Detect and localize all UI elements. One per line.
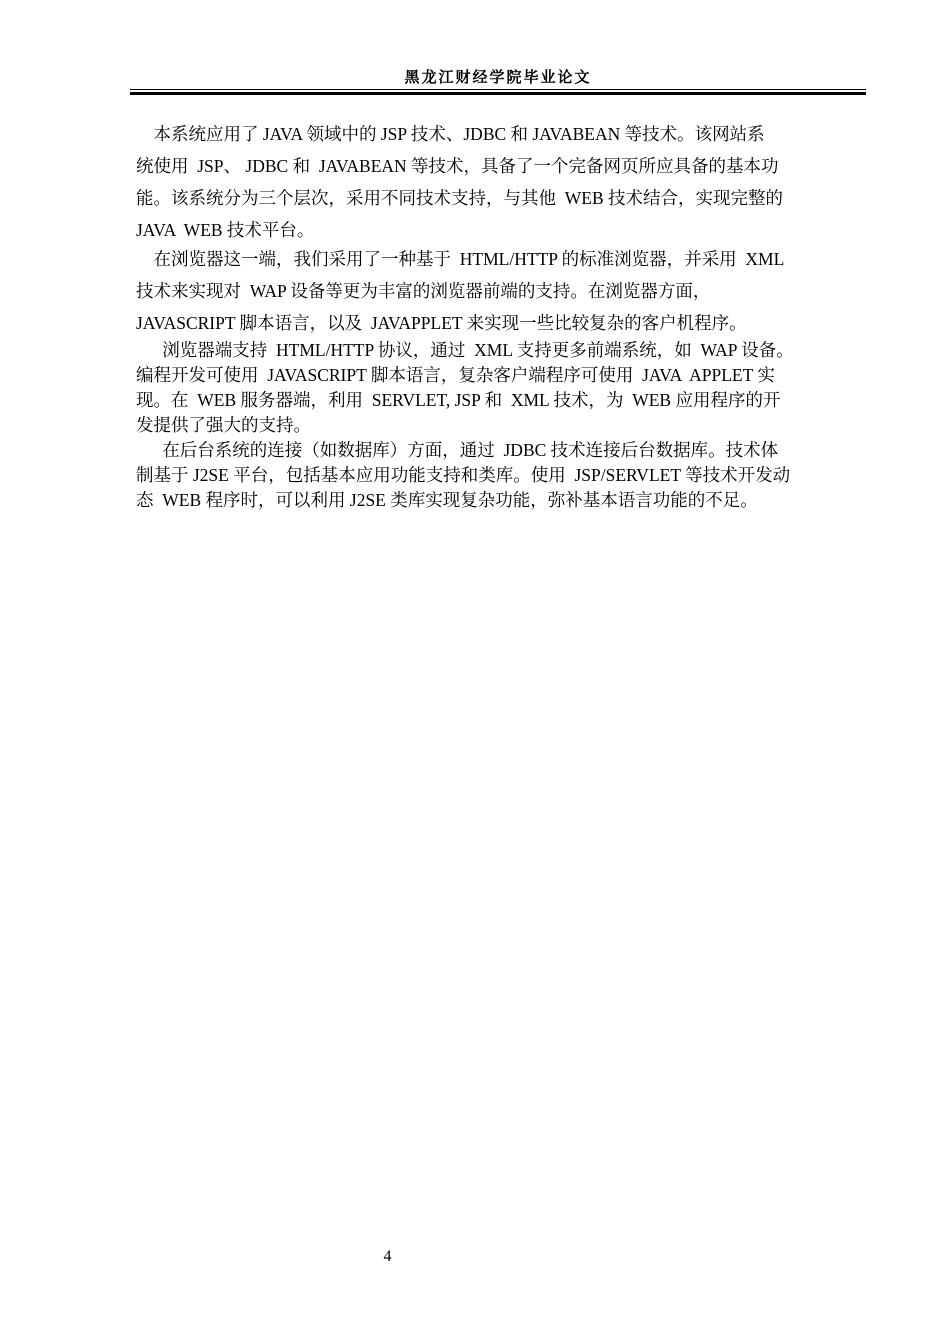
paragraph-1 xyxy=(136,118,876,246)
header-rule-thin xyxy=(130,89,866,90)
paragraph-line: 发提供了强大的支持。 xyxy=(136,415,311,435)
paragraph-line: 能。该系统分为三个层次，采用不同技术支持，与其他 WEB 技术结合，实现完整的 xyxy=(136,188,784,208)
paragraph-line: 技术来实现对 WAP 设备等更为丰富的浏览器前端的支持。在浏览器方面， xyxy=(136,281,711,301)
paragraph-4 xyxy=(136,438,876,513)
paragraph-line: 统使用 JSP、 JDBC 和 JAVABEAN 等技术，具备了一个完备网页所应具备的基本功 xyxy=(136,156,779,176)
paragraph-line: 本系统应用了 JAVA 领域中的 JSP 技术、JDBC 和 JAVABEAN 等技术。该网站系 xyxy=(136,124,765,144)
paragraph-line: JAVA WEB 技术平台。 xyxy=(136,220,315,240)
paragraph-line: 制基于 J2SE 平台，包括基本应用功能支持和类库。使用 JSP/SERVLET 等技术开发动 xyxy=(136,465,791,485)
paragraph-line: 编程开发可使用 JAVASCRIPT 脚本语言，复杂客户端程序可使用 JAVA APPLET 实 xyxy=(136,365,775,385)
header-rule-thick xyxy=(130,92,866,95)
paragraph-line: JAVASCRIPT 脚本语言，以及 JAVAPPLET 来实现一些比较复杂的客户机程序。 xyxy=(136,313,747,333)
header-title: 黑龙江财经学院毕业论文 xyxy=(404,68,592,86)
paragraph-line: 浏览器端支持 HTML/HTTP 协议，通过 XML 支持更多前端系统，如 WAP 设备。 xyxy=(136,340,794,360)
paragraph-3 xyxy=(136,338,876,438)
paragraph-2 xyxy=(136,243,876,339)
paragraph-line: 态 WEB 程序时，可以利用 J2SE 类库实现复杂功能，弥补基本语言功能的不足。 xyxy=(136,490,758,510)
paragraph-line: 在浏览器这一端，我们采用了一种基于 HTML/HTTP 的标准浏览器，并采用 XML xyxy=(136,249,785,269)
paragraph-line: 在后台系统的连接（如数据库）方面，通过 JDBC 技术连接后台数据库。技术体 xyxy=(136,440,779,460)
page-number: 4 xyxy=(383,1248,392,1265)
paragraph-line: 现。在 WEB 服务器端，利用 SERVLET, JSP 和 XML 技术，为 WEB 应用程序的开 xyxy=(136,390,781,410)
